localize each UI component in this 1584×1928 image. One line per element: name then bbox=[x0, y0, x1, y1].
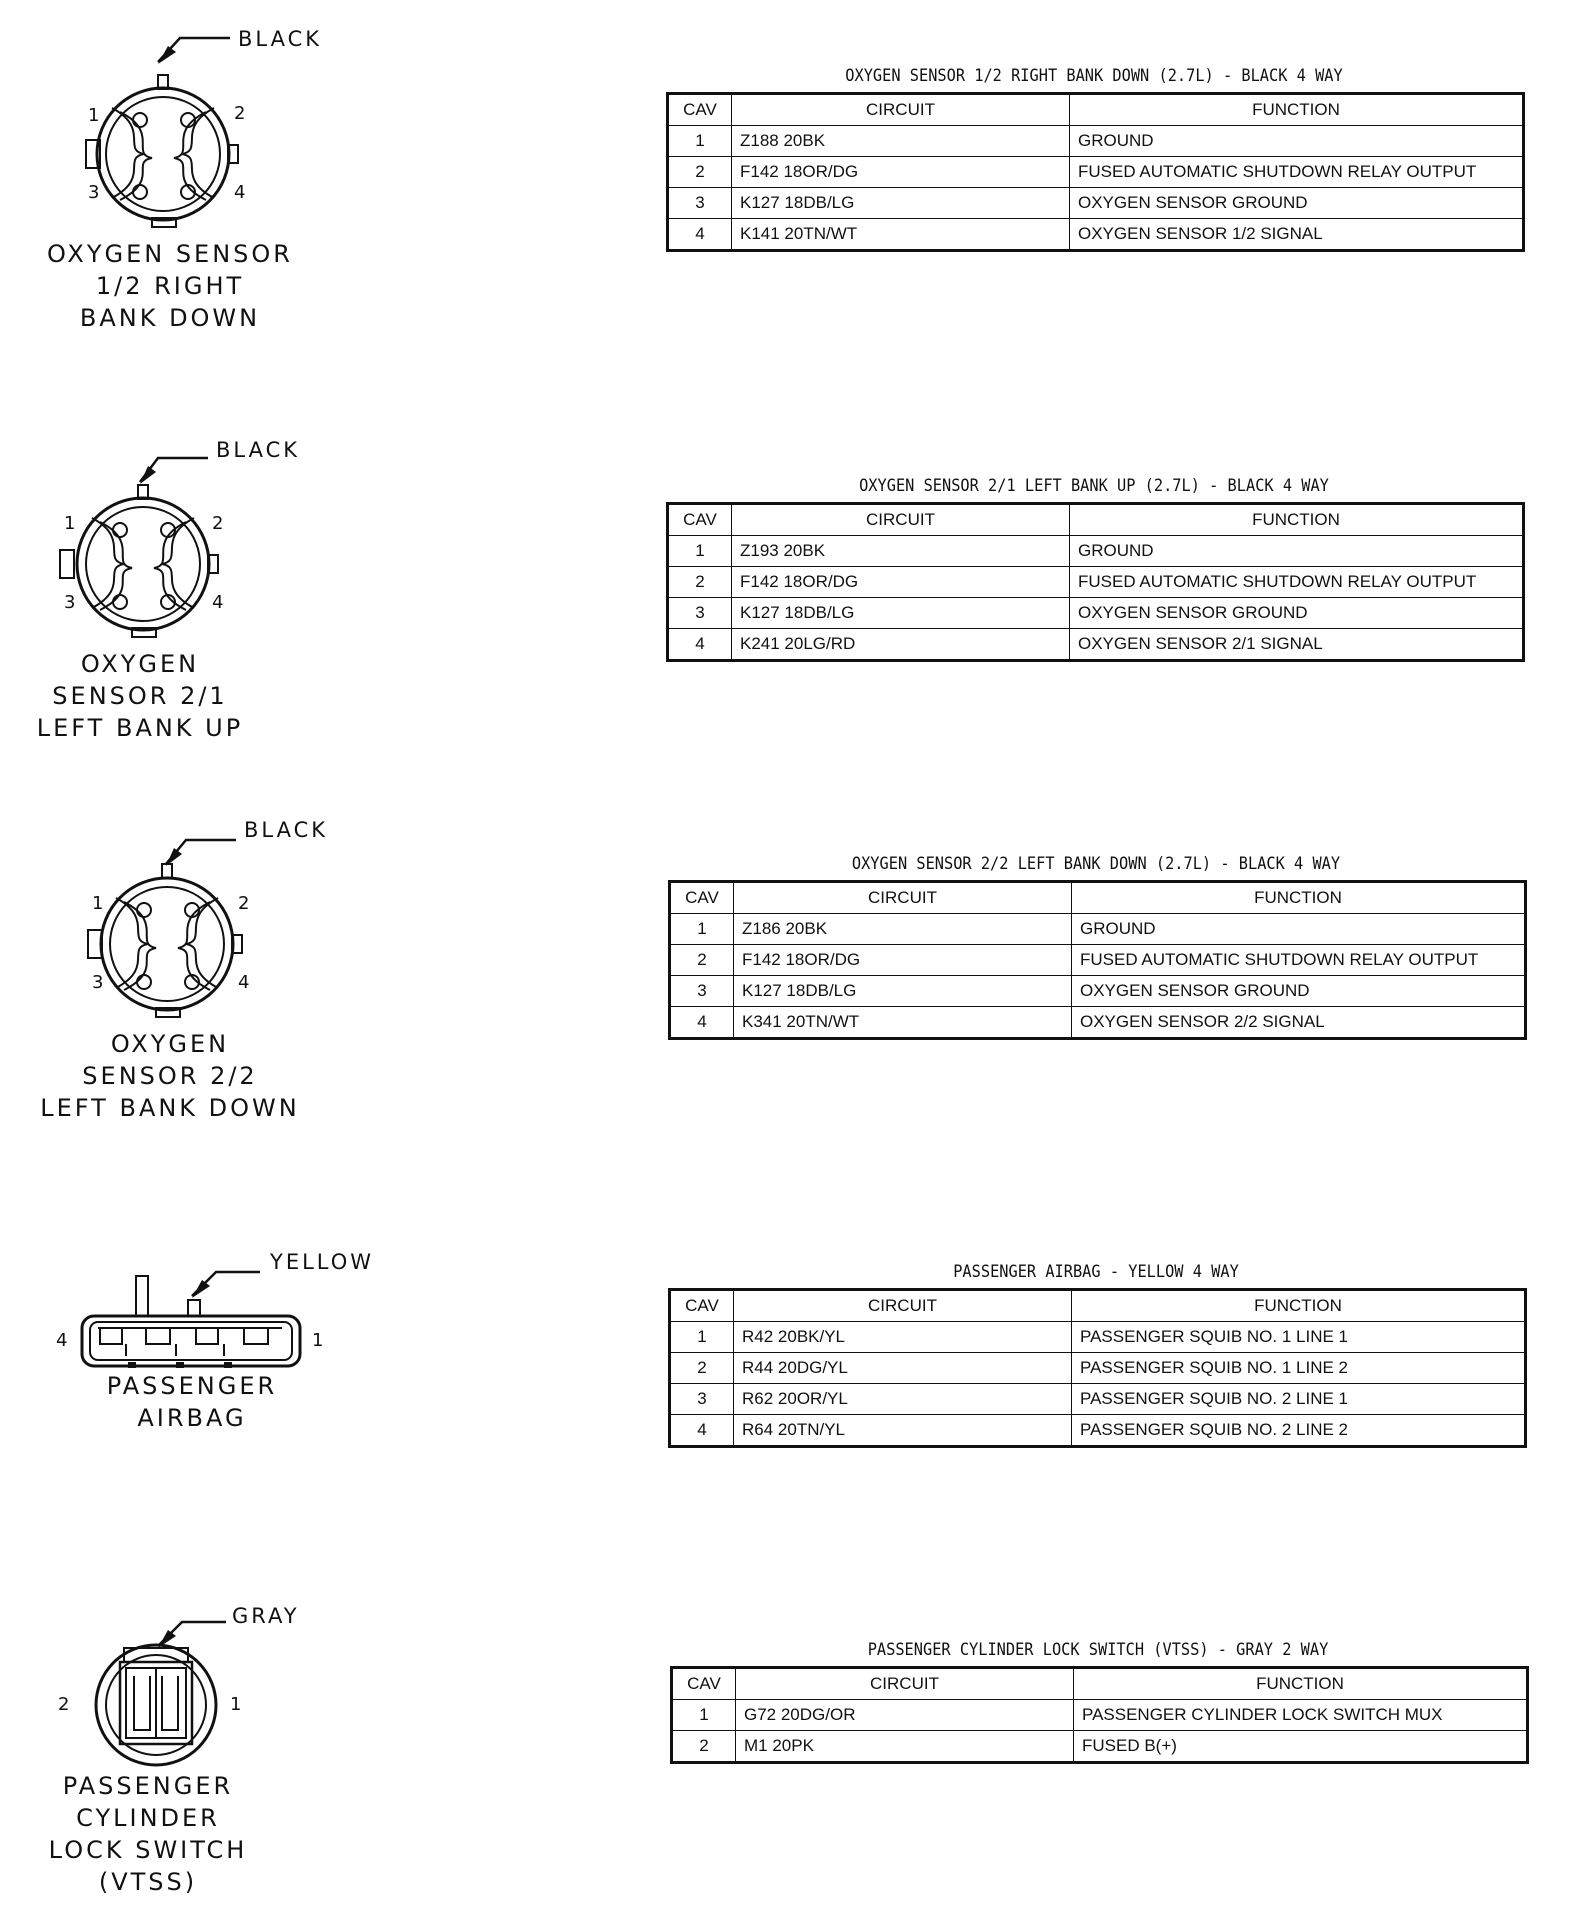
function-cell: FUSED AUTOMATIC SHUTDOWN RELAY OUTPUT bbox=[1072, 945, 1526, 976]
table-title: OXYGEN SENSOR 2/1 LEFT BANK UP (2.7L) - BLACK 4 WAY bbox=[859, 476, 1329, 496]
function-cell: GROUND bbox=[1070, 536, 1524, 567]
function-cell: OXYGEN SENSOR 1/2 SIGNAL bbox=[1070, 219, 1524, 251]
table-row bbox=[670, 914, 1526, 945]
circuit-cell: F142 18OR/DG bbox=[734, 945, 1072, 976]
connector-color-label: GRAY bbox=[232, 1604, 300, 1628]
function-cell: PASSENGER SQUIB NO. 2 LINE 2 bbox=[1072, 1415, 1526, 1447]
circuit-cell: R42 20BK/YL bbox=[734, 1322, 1072, 1353]
pin-number: 1 bbox=[64, 513, 76, 534]
cav-cell: 2 bbox=[668, 567, 732, 598]
table-header-row bbox=[668, 504, 1524, 536]
function-cell: FUSED AUTOMATIC SHUTDOWN RELAY OUTPUT bbox=[1070, 157, 1524, 188]
cav-cell: 4 bbox=[668, 629, 732, 661]
cav-cell: 3 bbox=[670, 1384, 734, 1415]
header-cav: CAV bbox=[670, 882, 734, 914]
header-cav: CAV bbox=[670, 1290, 734, 1322]
connector-name: OXYGEN SENSOR 1/2 RIGHT BANK DOWN bbox=[47, 240, 293, 332]
table-title: PASSENGER CYLINDER LOCK SWITCH (VTSS) - GRAY 2 WAY bbox=[867, 1640, 1329, 1660]
table-row bbox=[668, 219, 1524, 251]
header-circuit: CIRCUIT bbox=[734, 1290, 1072, 1322]
cav-cell: 1 bbox=[668, 536, 732, 567]
connector-section bbox=[0, 1590, 1584, 1920]
connector-name: PASSENGER AIRBAG bbox=[106, 1372, 278, 1432]
circuit-cell: Z186 20BK bbox=[734, 914, 1072, 945]
cav-cell: 2 bbox=[668, 157, 732, 188]
circuit-cell: K127 18DB/LG bbox=[732, 188, 1070, 219]
circuit-cell: K241 20LG/RD bbox=[732, 629, 1070, 661]
header-circuit: CIRCUIT bbox=[732, 504, 1070, 536]
cav-cell: 3 bbox=[668, 188, 732, 219]
table-row bbox=[670, 1322, 1526, 1353]
cav-cell: 4 bbox=[668, 219, 732, 251]
connector-name: OXYGEN SENSOR 2/1 LEFT BANK UP bbox=[36, 650, 244, 742]
table-title: OXYGEN SENSOR 1/2 RIGHT BANK DOWN (2.7L) - BLACK 4 WAY bbox=[845, 66, 1343, 86]
pin-number: 2 bbox=[238, 893, 250, 914]
pinout-table bbox=[666, 92, 1525, 252]
cav-cell: 1 bbox=[670, 1322, 734, 1353]
connector-diagram bbox=[0, 1590, 420, 1920]
cav-cell: 3 bbox=[668, 598, 732, 629]
header-function: FUNCTION bbox=[1072, 1290, 1526, 1322]
header-circuit: CIRCUIT bbox=[732, 94, 1070, 126]
pin-number: 1 bbox=[312, 1330, 324, 1351]
function-cell: OXYGEN SENSOR GROUND bbox=[1070, 188, 1524, 219]
header-circuit: CIRCUIT bbox=[736, 1668, 1074, 1700]
header-function: FUNCTION bbox=[1074, 1668, 1528, 1700]
pin-number: 2 bbox=[212, 513, 224, 534]
connector-color-label: BLACK bbox=[244, 818, 329, 842]
table-row bbox=[668, 157, 1524, 188]
pinout-table bbox=[668, 880, 1527, 1040]
pin-number: 4 bbox=[238, 972, 250, 993]
table-row bbox=[668, 188, 1524, 219]
header-cav: CAV bbox=[672, 1668, 736, 1700]
table-row bbox=[670, 1384, 1526, 1415]
pin-number: 4 bbox=[234, 182, 246, 203]
circuit-cell: R44 20DG/YL bbox=[734, 1353, 1072, 1384]
table-title: OXYGEN SENSOR 2/2 LEFT BANK DOWN (2.7L) - BLACK 4 WAY bbox=[851, 854, 1341, 874]
connector-diagram bbox=[0, 410, 420, 740]
header-cav: CAV bbox=[668, 504, 732, 536]
circuit-cell: K127 18DB/LG bbox=[734, 976, 1072, 1007]
connector-diagram bbox=[0, 1216, 420, 1546]
pinout-table bbox=[670, 1666, 1529, 1764]
cav-cell: 1 bbox=[672, 1700, 736, 1731]
circuit-cell: K141 20TN/WT bbox=[732, 219, 1070, 251]
circuit-cell: R64 20TN/YL bbox=[734, 1415, 1072, 1447]
function-cell: PASSENGER CYLINDER LOCK SWITCH MUX bbox=[1074, 1700, 1528, 1731]
function-cell: GROUND bbox=[1070, 126, 1524, 157]
connector-section bbox=[0, 1216, 1584, 1516]
circuit-cell: K127 18DB/LG bbox=[732, 598, 1070, 629]
connector-section bbox=[0, 788, 1584, 1128]
cav-cell: 4 bbox=[670, 1415, 734, 1447]
pin-number: 4 bbox=[212, 592, 224, 613]
connector-color-label: BLACK bbox=[238, 27, 323, 51]
function-cell: GROUND bbox=[1072, 914, 1526, 945]
pin-number: 2 bbox=[58, 1694, 70, 1715]
table-header-row bbox=[672, 1668, 1528, 1700]
connector-diagram bbox=[0, 0, 420, 330]
pin-number: 1 bbox=[92, 893, 104, 914]
pin-number: 1 bbox=[88, 105, 100, 126]
table-header-row bbox=[670, 1290, 1526, 1322]
pin-number: 4 bbox=[56, 1330, 68, 1351]
function-cell: FUSED AUTOMATIC SHUTDOWN RELAY OUTPUT bbox=[1070, 567, 1524, 598]
connector-section bbox=[0, 410, 1584, 750]
function-cell: PASSENGER SQUIB NO. 2 LINE 1 bbox=[1072, 1384, 1526, 1415]
table-row bbox=[670, 945, 1526, 976]
pin-number: 3 bbox=[92, 972, 104, 993]
function-cell: OXYGEN SENSOR GROUND bbox=[1072, 976, 1526, 1007]
header-function: FUNCTION bbox=[1072, 882, 1526, 914]
pin-number: 2 bbox=[234, 103, 246, 124]
cav-cell: 2 bbox=[670, 1353, 734, 1384]
circuit-cell: Z193 20BK bbox=[732, 536, 1070, 567]
function-cell: OXYGEN SENSOR GROUND bbox=[1070, 598, 1524, 629]
pin-number: 3 bbox=[88, 182, 100, 203]
circuit-cell: F142 18OR/DG bbox=[732, 567, 1070, 598]
header-circuit: CIRCUIT bbox=[734, 882, 1072, 914]
pin-number: 3 bbox=[64, 592, 76, 613]
header-cav: CAV bbox=[668, 94, 732, 126]
cav-cell: 3 bbox=[670, 976, 734, 1007]
circuit-cell: R62 20OR/YL bbox=[734, 1384, 1072, 1415]
cav-cell: 1 bbox=[670, 914, 734, 945]
function-cell: OXYGEN SENSOR 2/2 SIGNAL bbox=[1072, 1007, 1526, 1039]
cav-cell: 2 bbox=[672, 1731, 736, 1763]
table-row bbox=[670, 1007, 1526, 1039]
connector-section bbox=[0, 0, 1584, 340]
table-row bbox=[670, 1353, 1526, 1384]
table-row bbox=[668, 567, 1524, 598]
header-function: FUNCTION bbox=[1070, 94, 1524, 126]
table-row bbox=[672, 1700, 1528, 1731]
connector-name: OXYGEN SENSOR 2/2 LEFT BANK DOWN bbox=[40, 1030, 300, 1122]
table-title: PASSENGER AIRBAG - YELLOW 4 WAY bbox=[953, 1262, 1239, 1282]
header-function: FUNCTION bbox=[1070, 504, 1524, 536]
pinout-table bbox=[668, 1288, 1527, 1448]
table-row bbox=[670, 976, 1526, 1007]
circuit-cell: G72 20DG/OR bbox=[736, 1700, 1074, 1731]
connector-color-label: BLACK bbox=[216, 438, 301, 462]
table-row bbox=[670, 1415, 1526, 1447]
table-row bbox=[668, 629, 1524, 661]
table-header-row bbox=[670, 882, 1526, 914]
function-cell: FUSED B(+) bbox=[1074, 1731, 1528, 1763]
pinout-table bbox=[666, 502, 1525, 662]
function-cell: PASSENGER SQUIB NO. 1 LINE 2 bbox=[1072, 1353, 1526, 1384]
table-header-row bbox=[668, 94, 1524, 126]
connector-name: PASSENGER CYLINDER LOCK SWITCH (VTSS) bbox=[48, 1772, 248, 1896]
connector-diagram bbox=[0, 788, 420, 1122]
table-row bbox=[672, 1731, 1528, 1763]
connector-color-label: YELLOW bbox=[270, 1250, 375, 1274]
table-row bbox=[668, 598, 1524, 629]
circuit-cell: Z188 20BK bbox=[732, 126, 1070, 157]
circuit-cell: F142 18OR/DG bbox=[732, 157, 1070, 188]
circuit-cell: K341 20TN/WT bbox=[734, 1007, 1072, 1039]
circuit-cell: M1 20PK bbox=[736, 1731, 1074, 1763]
function-cell: PASSENGER SQUIB NO. 1 LINE 1 bbox=[1072, 1322, 1526, 1353]
table-row bbox=[668, 536, 1524, 567]
function-cell: OXYGEN SENSOR 2/1 SIGNAL bbox=[1070, 629, 1524, 661]
pin-number: 1 bbox=[230, 1694, 242, 1715]
cav-cell: 2 bbox=[670, 945, 734, 976]
table-row bbox=[668, 126, 1524, 157]
cav-cell: 4 bbox=[670, 1007, 734, 1039]
cav-cell: 1 bbox=[668, 126, 732, 157]
